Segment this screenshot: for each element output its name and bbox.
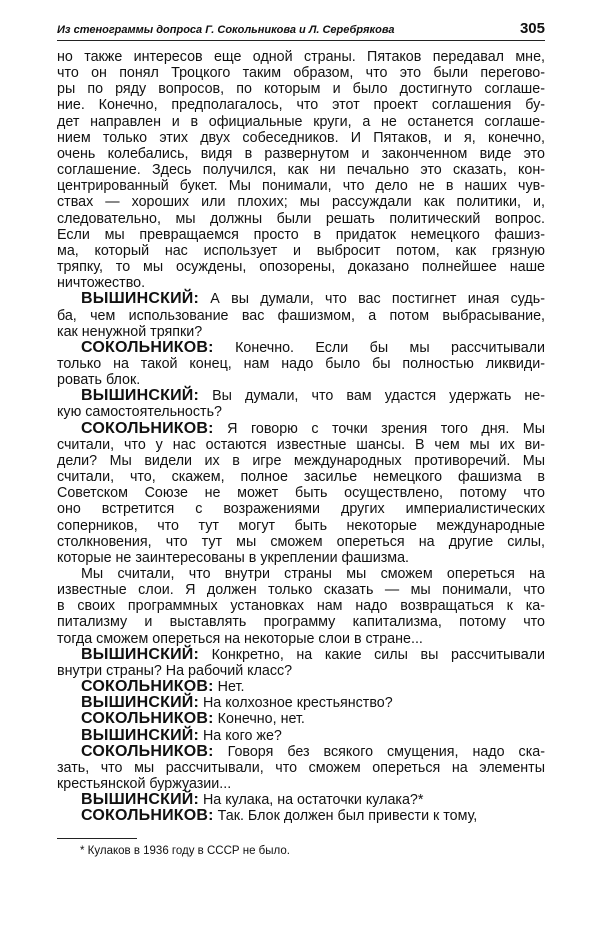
line-text: оно встретится с возражениями других империалистических: [57, 501, 545, 518]
text-line: [57, 194, 545, 210]
text-line: [57, 356, 545, 372]
text-line: [57, 275, 545, 291]
dialogue-paragraph: [57, 792, 545, 808]
line-text: столкновения, что тут мы сможем опереться на другие силы,: [57, 533, 545, 550]
line-text: но также интересов еще одной страны. Пятаков передавал мне,: [57, 49, 545, 65]
text-line: [57, 534, 545, 550]
text-line: [57, 518, 545, 534]
speaker-name: ВЫШИНСКИЙ:: [81, 645, 199, 663]
dialogue-paragraph: [57, 808, 545, 824]
text-line: [57, 146, 545, 162]
text-line: [57, 259, 545, 275]
speaker-name: СОКОЛЬНИКОВ:: [81, 338, 214, 356]
text-line: [57, 550, 545, 566]
page-number: 305: [519, 20, 545, 37]
page-body: [57, 49, 545, 825]
speaker-name: СОКОЛЬНИКОВ:: [81, 678, 214, 696]
text-line: [57, 178, 545, 194]
text-line: [57, 760, 545, 776]
line-text: ма, который нас использует и выбросит потом, как грязную: [57, 242, 545, 259]
text-line: [57, 437, 545, 453]
speaker-name: СОКОЛЬНИКОВ:: [81, 742, 214, 760]
line-text: что он понял Троцкого таким образом, что это были перегово-: [57, 65, 545, 82]
speaker-name: ВЫШИНСКИЙ:: [81, 726, 199, 744]
line-text: известные слои. Я должен только сказать — мы понимали, что: [57, 582, 545, 599]
text-line: [57, 744, 545, 760]
line-text: ровать блок.: [57, 372, 141, 389]
dialogue-paragraph: [57, 744, 545, 792]
running-header: [57, 20, 545, 41]
line-text: ствах — хороших или плохих; мы рассуждали как политики, и,: [57, 194, 545, 211]
line-text: которые не заинтересованы в укреплении фашизма.: [57, 549, 410, 566]
line-text: Конечно, нет.: [213, 711, 305, 728]
dialogue-paragraph: [57, 421, 545, 566]
dialogue-paragraph: [57, 711, 545, 727]
dialogue-paragraph: [57, 679, 545, 695]
text-line: [57, 65, 545, 81]
text-line: [57, 114, 545, 130]
text-line: [57, 388, 545, 404]
text-line: [57, 227, 545, 243]
text-line: [57, 162, 545, 178]
text-line: [57, 81, 545, 97]
paragraph: [57, 566, 545, 647]
line-text: тогда сможем опереться на некоторые слои в стране...: [57, 630, 423, 647]
text-line: [57, 631, 545, 647]
line-text: ры по ряду вопросов, по которым и было достигнуто соглаше-: [57, 81, 545, 98]
line-text: соперников, что тут могут быть некоторые международные: [57, 517, 545, 534]
line-text: Мы считали, что внутри страны мы сможем опереться на: [81, 566, 545, 582]
speaker-name: ВЫШИНСКИЙ:: [81, 694, 199, 712]
line-text: в своих программных установках нам надо возвращаться к ка-: [57, 598, 545, 615]
line-text: Я говорю с точки зрения того дня. Мы: [213, 420, 545, 437]
line-text: А вы думали, что вас постигнет иная судь-: [199, 291, 545, 308]
line-text: нием только этих двух собеседников. И Пятаков, и я, конечно,: [57, 129, 545, 146]
line-text: Нет.: [213, 679, 245, 696]
line-text: тряпку, то мы осуждены, опозорены, доказано полнейшее наше: [57, 259, 545, 276]
line-text: внутри страны? На рабочий класс?: [57, 662, 293, 679]
line-text: ничтожество.: [57, 275, 146, 292]
line-text: На кулака, на остаточки кулака?*: [199, 792, 424, 809]
text-line: [57, 469, 545, 485]
text-line: [57, 130, 545, 146]
text-line: [57, 340, 545, 356]
text-line: [57, 679, 545, 695]
text-line: [57, 372, 545, 388]
line-text: кую самостоятельность?: [57, 404, 222, 421]
text-line: [57, 97, 545, 113]
line-text: Говоря без всякого смущения, надо ска-: [213, 743, 545, 760]
text-line: [57, 566, 545, 582]
dialogue-paragraph: [57, 340, 545, 388]
text-line: [57, 501, 545, 517]
text-line: [57, 808, 545, 824]
text-line: [57, 663, 545, 679]
speaker-name: ВЫШИНСКИЙ:: [81, 290, 199, 308]
line-text: следовательно, мы должны были решать политический вопрос.: [57, 210, 545, 227]
line-text: Советском Союзе не может быть осуществлено, потому что: [57, 485, 545, 502]
line-text: ба, чем использование вас фашизмом, а потом выбрасывание,: [57, 307, 545, 324]
dialogue-paragraph: [57, 291, 545, 339]
text-line: [57, 453, 545, 469]
speaker-name: ВЫШИНСКИЙ:: [81, 791, 199, 809]
footnote-divider: [57, 838, 137, 839]
speaker-name: СОКОЛЬНИКОВ:: [81, 710, 214, 728]
text-line: [57, 614, 545, 630]
line-text: крестьянской буржуазии...: [57, 776, 232, 793]
line-text: считали, что, скажем, полное засилье немецкого фашизма в: [57, 469, 545, 486]
dialogue-paragraph: [57, 388, 545, 420]
speaker-name: СОКОЛЬНИКОВ:: [81, 807, 214, 825]
line-text: Если мы превращаемся просто в придаток немецкого фашиз-: [57, 226, 545, 243]
text-line: [57, 647, 545, 663]
text-line: [57, 324, 545, 340]
dialogue-paragraph: [57, 695, 545, 711]
text-line: [57, 49, 545, 65]
text-line: [57, 421, 545, 437]
text-line: [57, 792, 545, 808]
line-text: соглашение. Здесь получился, как ни печально это сказать, кон-: [57, 162, 545, 179]
dialogue-paragraph: [57, 647, 545, 679]
line-text: считали, что у нас остаются известные шансы. В чем мы их ви-: [57, 436, 545, 453]
text-line: [57, 776, 545, 792]
text-line: [57, 291, 545, 307]
text-line: [57, 728, 545, 744]
text-line: [57, 695, 545, 711]
text-line: [57, 211, 545, 227]
line-text: Конечно. Если бы мы рассчитывали: [213, 339, 545, 356]
text-line: [57, 485, 545, 501]
line-text: Конкретно, на какие силы вы рассчитывали: [199, 646, 545, 663]
line-text: ние. Конечно, предполагалось, что этот проект соглашения бу-: [57, 97, 545, 114]
text-line: [57, 243, 545, 259]
text-line: [57, 711, 545, 727]
text-line: [57, 582, 545, 598]
line-text: как ненужной тряпки?: [57, 323, 203, 340]
line-text: На кого же?: [199, 727, 282, 744]
footnote: * Кулаков в 1936 году в СССР не было.: [80, 845, 290, 857]
line-text: Так. Блок должен был привести к тому,: [213, 808, 478, 825]
line-text: питализму и выставлять программу капитализма, потому что: [57, 614, 545, 631]
line-text: центрированный букет. Мы понимали, что дело не в наших чув-: [57, 178, 545, 195]
line-text: дели? Мы видели их в игре международных противоречий. Мы: [57, 452, 545, 469]
line-text: зать, что мы рассчитывали, что сможем опереться на элементы: [57, 759, 545, 776]
dialogue-paragraph: [57, 728, 545, 744]
running-title: Из стенограммы допроса Г. Сокольникова и Л. Серебрякова: [57, 24, 395, 36]
text-line: [57, 598, 545, 614]
text-line: [57, 308, 545, 324]
speaker-name: ВЫШИНСКИЙ:: [81, 387, 199, 405]
text-line: [57, 404, 545, 420]
paragraph: [57, 49, 545, 291]
line-text: дет направлен и в официальные круги, а не останется соглаше-: [57, 113, 545, 130]
speaker-name: СОКОЛЬНИКОВ:: [81, 419, 214, 437]
line-text: На колхозное крестьянство?: [199, 695, 393, 712]
line-text: только на такой конец, нам надо было бы полностью ликвиди-: [57, 355, 545, 372]
line-text: очень колебались, видя в развернутом и законченном виде это: [57, 145, 545, 162]
line-text: Вы думали, что вам удастся удержать не-: [199, 388, 545, 405]
